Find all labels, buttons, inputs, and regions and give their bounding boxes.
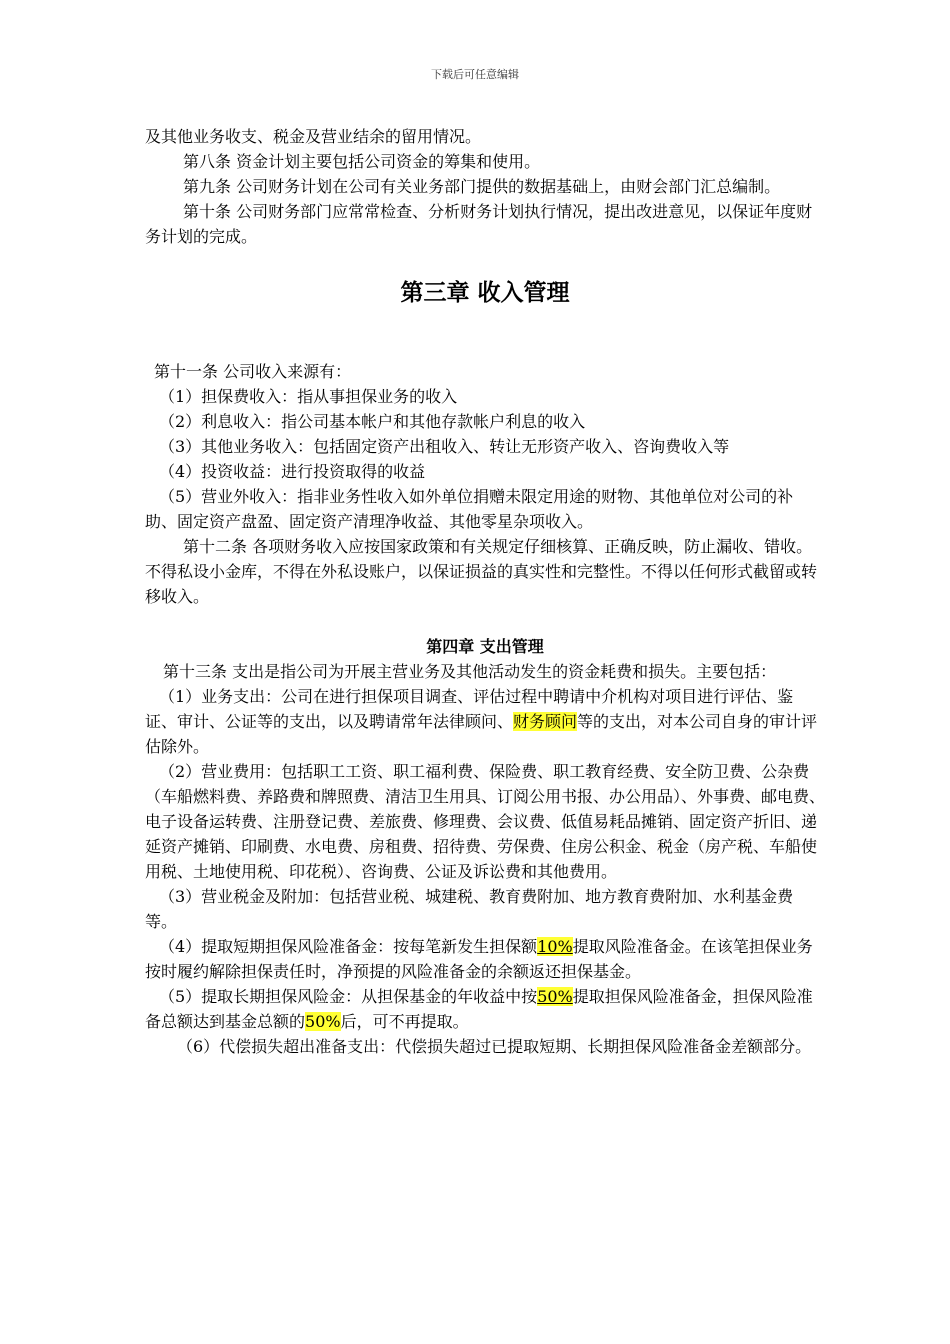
paragraph-continuation: 及其他业务收支、税金及营业结余的留用情况。: [145, 127, 482, 146]
article-13-item-4: [145, 934, 825, 984]
chapter-4-title: 第四章 支出管理: [426, 637, 544, 656]
article-11-item-1: （1）担保费收入：指从事担保业务的收入: [159, 387, 458, 406]
article-8: 第八条 资金计划主要包括公司资金的筹集和使用。: [183, 152, 541, 171]
article-13-item-1: [145, 684, 825, 759]
item-4-text-b: 提取风险准备金。在该笔担保业务按时履约解除担保责任时，净预提的风险准备金的余额返还担保基金。: [145, 937, 813, 981]
article-10: 第十条 公司财务部门应常常检查、分析财务计划执行情况，提出改进意见，以保证年度财务计划的完成。: [145, 202, 813, 246]
item-4-text-a: （4）提取短期担保风险准备金：按每笔新发生担保额: [159, 937, 538, 956]
item-5-text-c: 后，可不再提取。: [340, 1012, 469, 1031]
article-13-item-6: （6）代偿损失超出准备支出：代偿损失超过已提取短期、长期担保风险准备金差额部分。: [177, 1037, 812, 1056]
item-5-text-a: （5）提取长期担保风险金：从担保基金的年收益中按: [159, 987, 538, 1006]
highlight-50-percent-b: 50%: [305, 1012, 341, 1031]
item-1-text-b: 等的支出，对本公司自身的审计评估除外。: [145, 712, 818, 756]
article-12: 第十二条 各项财务收入应按国家政策和有关规定仔细核算、正确反映，防止漏收、错收。不得私设小金库，不得在外私设账户，以保证损益的真实性和完整性。不得以任何形式截留或转移收入。: [145, 537, 818, 606]
article-11: 第十一条 公司收入来源有：: [154, 362, 352, 381]
article-11-item-3: （3）其他业务收入：包括固定资产出租收入、转让无形资产收入、咨询费收入等: [159, 437, 730, 456]
item-5-text-b: 提取担保风险准备金，担保风险准备总额达到基金总额的: [145, 987, 813, 1031]
chapter-3-title: 第三章 收入管理: [400, 280, 570, 306]
article-13-item-2: （2）营业费用：包括职工工资、职工福利费、保险费、职工教育经费、安全防卫费、公杂费（车船燃料费、养路费和牌照费、清洁卫生用具、订阅公用书报、办公用品）、外事费、邮电费、电子设备运转费、注册登记费、差旅费、修理费、会议费、低值易耗品摊销、固定资产折旧、递延资产摊销、印刷费、水电费、房租费、招待费、劳保费、住房公积金、税金（房产税、车船使用税、土地使用税、印花税）、咨询费、公证及诉讼费和其他费用。: [145, 762, 826, 881]
article-13-item-3: （3）营业税金及附加：包括营业税、城建税、教育费附加、地方教育费附加、水利基金费等。: [145, 887, 794, 931]
item-1-text-a: （1）业务支出：公司在进行担保项目调查、评估过程中聘请中介机构对项目进行评估、鉴证、审计、公证等的支出，以及聘请常年法律顾问、: [145, 687, 794, 731]
highlight-financial-advisor: 财务顾问: [513, 712, 578, 731]
article-11-item-2: （2）利息收入：指公司基本帐户和其他存款帐户利息的收入: [159, 412, 586, 431]
article-9: 第九条 公司财务计划在公司有关业务部门提供的数据基础上，由财会部门汇总编制。: [183, 177, 781, 196]
article-13-item-5: [145, 984, 825, 1034]
highlight-50-percent-a: 50%: [537, 987, 573, 1006]
header-note: 下载后可任意编辑: [431, 68, 519, 81]
article-11-item-4: （4）投资收益：进行投资取得的收益: [159, 462, 426, 481]
article-11-item-5: （5）营业外收入：指非业务性收入如外单位捐赠未限定用途的财物、其他单位对公司的补助、固定资产盘盈、固定资产清理净收益、其他零星杂项收入。: [145, 487, 794, 531]
document-body: [145, 124, 825, 1059]
highlight-10-percent: 10%: [537, 937, 573, 956]
article-13: 第十三条 支出是指公司为开展主营业务及其他活动发生的资金耗费和损失。主要包括：: [163, 662, 777, 681]
